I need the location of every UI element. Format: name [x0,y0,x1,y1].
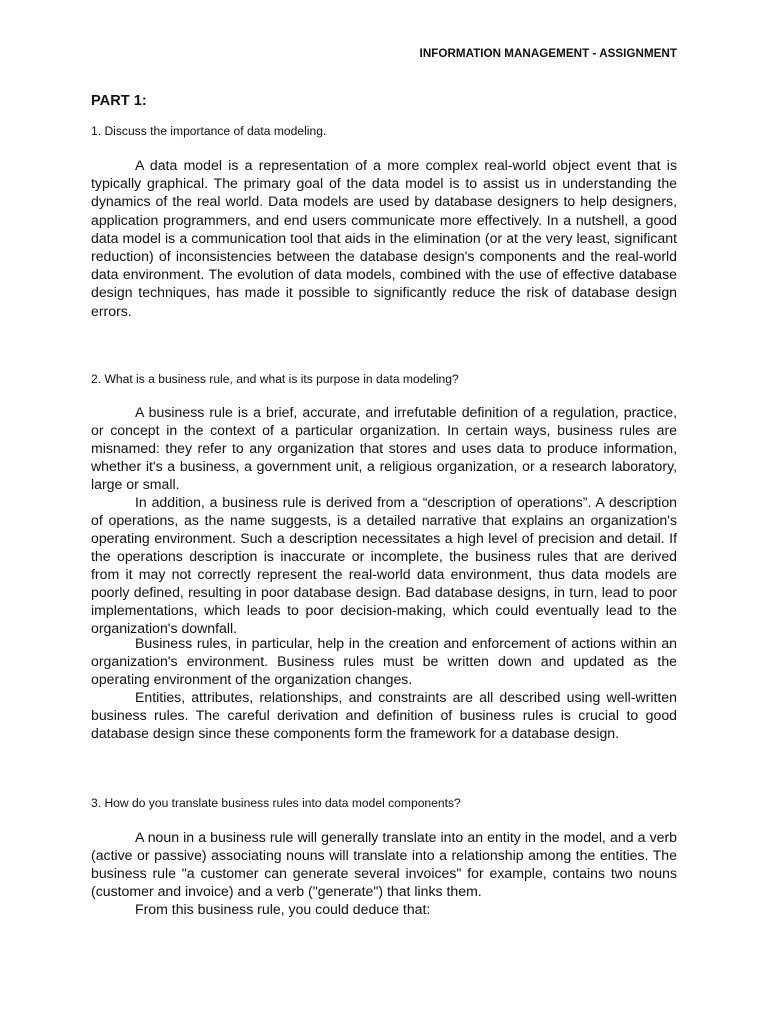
answer-2-paragraph-4: Entities, attributes, relationships, and constraints are all described using well-written business rules. The careful derivation and definition of business rules is crucial to good database design since these components form the framework for a database design. [91,689,677,742]
question-2: 2. What is a business rule, and what is its purpose in data modeling? [91,372,459,386]
question-1: 1. Discuss the importance of data modeling. [91,124,327,138]
answer-2-paragraph-2: In addition, a business rule is derived from a “description of operations”. A description of operations, as the name suggests, is a detailed narrative that explains an organization's operating environment. Such a description necessitates a high level of precision and detail. If the operations description is inaccurate or incomplete, the business rules that are derived from it may not correctly represent the real-world data environment, thus data models are poorly defined, resulting in poor database design. Bad database designs, in turn, lead to poor implementations, which leads to poor decision-making, which could eventually lead to the organization's downfall. [91,494,677,637]
part-title: PART 1: [91,93,147,109]
answer-2-paragraph-3: Business rules, in particular, help in the creation and enforcement of actions within an organization's environment. Business rules must be written down and updated as the operating environment of the organization changes. [91,635,677,688]
document-header: INFORMATION MANAGEMENT - ASSIGNMENT [419,47,677,60]
answer-3-paragraph-2: From this business rule, you could deduce that: [135,901,431,917]
answer-1-paragraph-1: A data model is a representation of a more complex real-world object event that is typically graphical. The primary goal of the data model is to assist us in understanding the dynamics of the real world. Data models are used by database designers to help designers, application programmers, and end users communicate more effectively. In a nutshell, a good data model is a communication tool that aids in the elimination (or at the very least, significant reduction) of inconsistencies between the database design's components and the real-world data environment. The evolution of data models, combined with the use of effective database design techniques, has made it possible to significantly reduce the risk of database design errors. [91,157,677,319]
answer-2-paragraph-1: A business rule is a brief, accurate, and irrefutable definition of a regulation, practice, or concept in the context of a particular organization. In certain ways, business rules are misnamed: they refer to any organization that stores and uses data to produce information, whether it's a business, a government unit, a religious organization, or a research laboratory, large or small. [91,404,677,493]
question-3: 3. How do you translate business rules into data model components? [91,796,461,810]
answer-3-paragraph-1: A noun in a business rule will generally translate into an entity in the model, and a verb (active or passive) associating nouns will translate into a relationship among the entities. The business rule "a customer can generate several invoices" for example, contains two nouns (customer and invoice) and a verb ("generate") that links them. [91,829,677,900]
